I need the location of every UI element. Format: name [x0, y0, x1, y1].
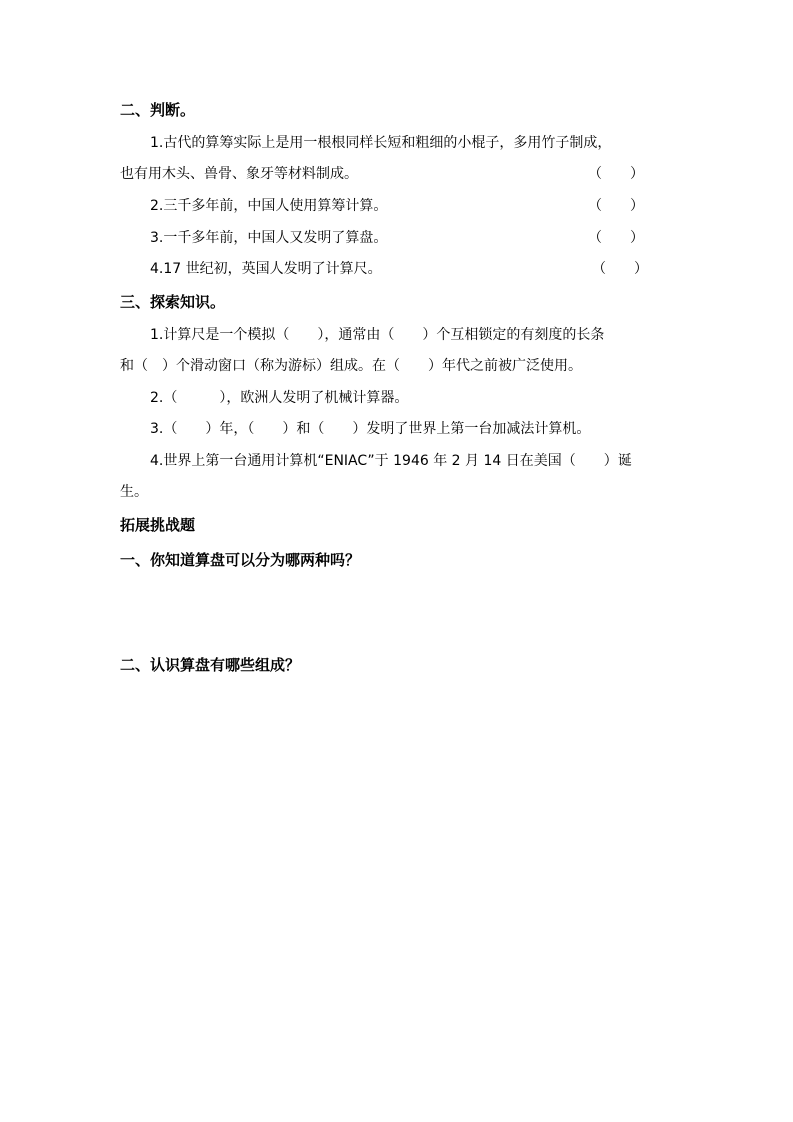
extension-question-1: 一、你知道算盘可以分为哪两种吗？ [120, 551, 361, 569]
judgment-item-1-line1: 1.古代的算筹实际上是用一根根同样长短和粗细的小棍子，多用竹子制成， [150, 135, 612, 151]
judgment-item-4-blank: （ ） [592, 261, 648, 277]
explore-item-1-line2: 和（ ）个滑动窗口（称为游标）组成。在（ ）年代之前被广泛使用。 [120, 358, 582, 374]
section-explore-heading: 三、探索知识。 [120, 293, 226, 311]
extension-question-2: 二、认识算盘有哪些组成？ [120, 656, 301, 674]
judgment-item-3-blank: （ ） [588, 230, 644, 246]
judgment-item-2-blank: （ ） [588, 198, 644, 214]
section-judgment-heading: 二、判断。 [120, 101, 196, 119]
explore-item-1-line1: 1.计算尺是一个模拟（ ），通常由（ ）个互相锁定的有刻度的长条 [150, 327, 605, 343]
judgment-item-3: 3.一千多年前，中国人又发明了算盘。 [150, 230, 388, 246]
judgment-item-1-blank: （ ） [588, 166, 644, 182]
explore-item-4-line2: 生。 [120, 484, 148, 500]
explore-item-4-line1: 4.世界上第一台通用计算机“ENIAC”于 1946 年 2 月 14 日在美国（ ）诞 [150, 453, 632, 469]
judgment-item-2: 2.三千多年前，中国人使用算筹计算。 [150, 198, 388, 214]
explore-item-2: 2.（ ），欧洲人发明了机械计算器。 [150, 390, 409, 406]
judgment-item-4: 4.17 世纪初，英国人发明了计算尺。 [150, 261, 382, 277]
extension-title: 拓展挑战题 [120, 516, 196, 534]
judgment-item-1-line2: 也有用木头、兽骨、象牙等材料制成。 [120, 166, 358, 182]
explore-item-3: 3.（ ）年，（ ）和（ ）发明了世界上第一台加减法计算机。 [150, 421, 591, 437]
